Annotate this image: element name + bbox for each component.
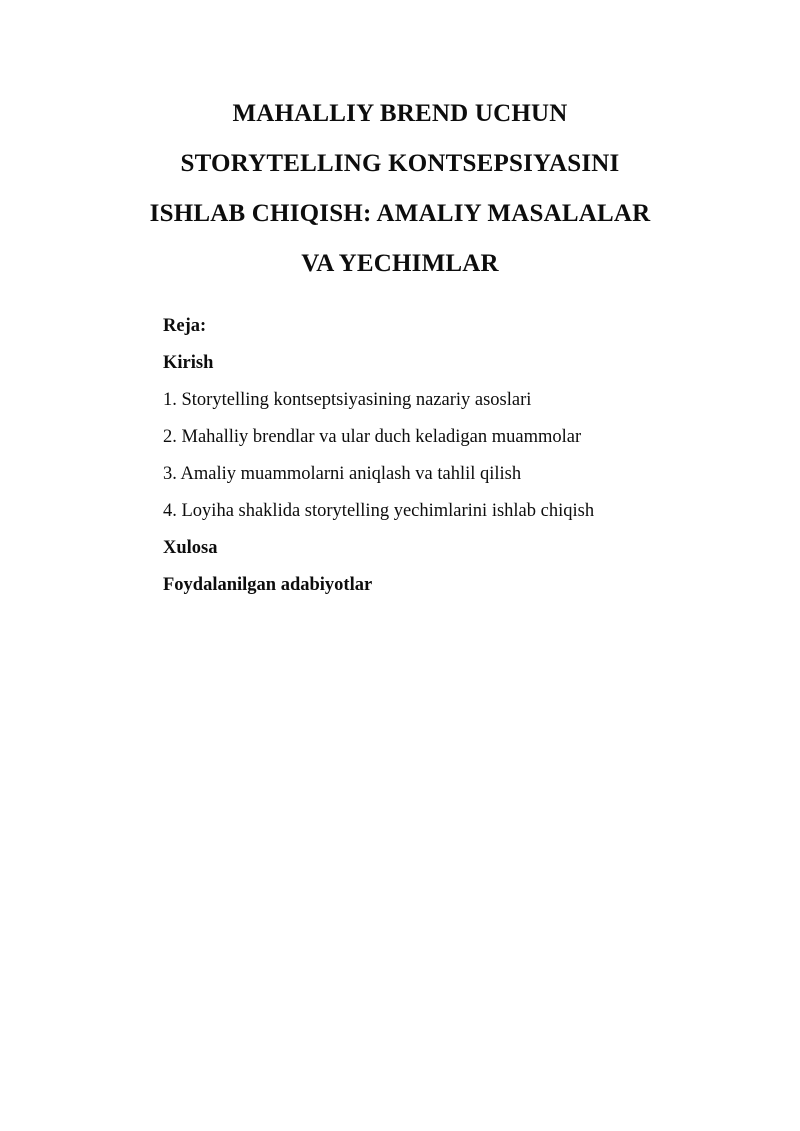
contents-entry-2: 2. Mahalliy brendlar va ular duch keladigan muammolar [163,427,582,447]
contents-heading-reja: Reja: [163,316,207,336]
contents-entry-1: 1. Storytelling kontseptsiyasining nazariy asoslari [163,390,532,410]
contents-entry-4: 4. Loyiha shaklida storytelling yechimlarini ishlab chiqish [163,501,595,521]
title-line-4: VA YECHIMLAR [301,249,499,277]
contents-entry-references: Foydalanilgan adabiyotlar [163,575,373,595]
table-of-contents [163,308,723,604]
contents-entry-3: 3. Amaliy muammolarni aniqlash va tahlil qilish [163,464,522,484]
contents-entry-kirish: Kirish [163,353,214,373]
title-line-1: MAHALLIY BREND UCHUN [232,99,568,127]
document-title [80,89,720,289]
title-line-3: ISHLAB CHIQISH: AMALIY MASALALAR [149,199,651,227]
title-line-2: STORYTELLING KONTSEPSIYASINI [180,149,620,177]
contents-entry-xulosa: Xulosa [163,538,218,558]
